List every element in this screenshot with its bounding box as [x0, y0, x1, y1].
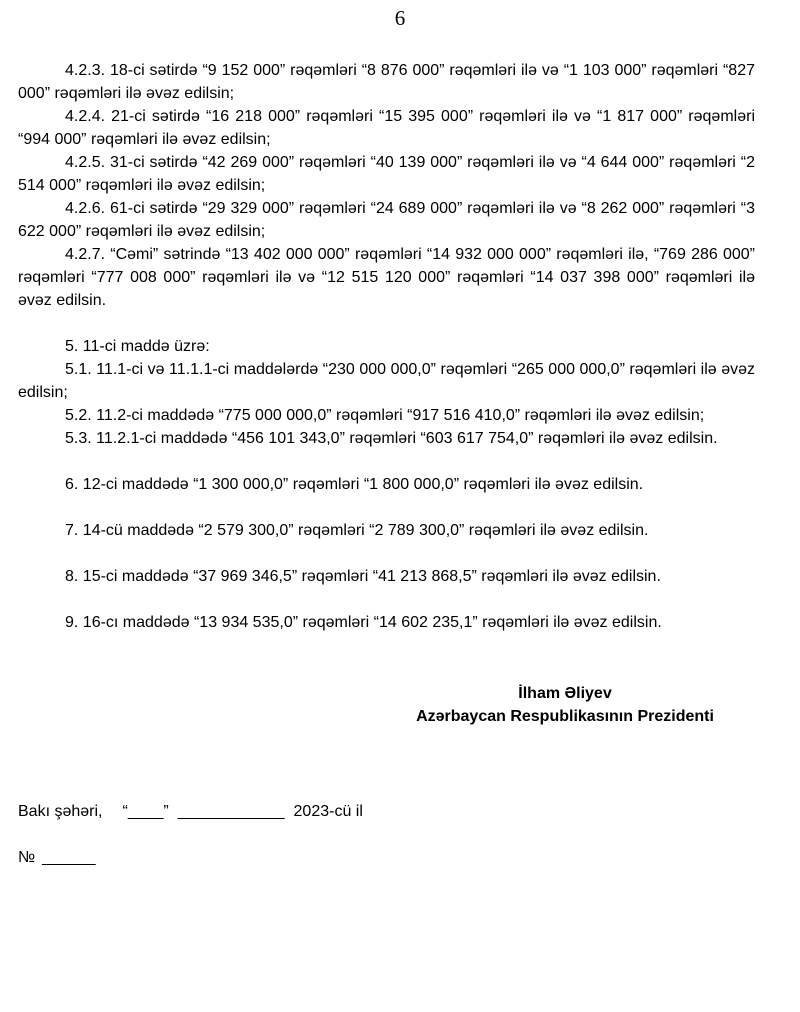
city-label: Bakı şəhəri, [18, 803, 103, 820]
number-line [18, 846, 755, 869]
number-blank: ______ [42, 849, 96, 866]
decree-paragraph-4-2-4: 4.2.4. 21-ci sətirdə “16 218 000” rəqəmləri “15 395 000” rəqəmləri ilə və “1 817 000” rəqəmləri “994 000” rəqəmləri ilə əvəz edilsin; [18, 108, 755, 148]
signature-block [375, 682, 755, 728]
day-blank: “____” [122, 803, 169, 820]
signatory-name: İlham Əliyev [518, 685, 612, 702]
decree-paragraph-7: 7. 14-cü maddədə “2 579 300,0” rəqəmləri “2 789 300,0” rəqəmləri ilə əvəz edilsin. [65, 522, 649, 539]
decree-paragraph-5-2: 5.2. 11.2-ci maddədə “775 000 000,0” rəqəmləri “917 516 410,0” rəqəmləri ilə əvəz edilsin; [65, 407, 705, 424]
decree-paragraph-5-3: 5.3. 11.2.1-ci maddədə “456 101 343,0” rəqəmləri “603 617 754,0” rəqəmləri ilə əvəz edilsin. [65, 430, 718, 447]
year-label: 2023-cü il [293, 803, 363, 820]
decree-paragraph-5-1: 5.1. 11.1-ci və 11.1.1-ci maddələrdə “230 000 000,0” rəqəmləri “265 000 000,0” rəqəmləri ilə əvəz edilsin; [18, 361, 755, 401]
decree-paragraph-4-2-3: 4.2.3. 18-ci sətirdə “9 152 000” rəqəmləri “8 876 000” rəqəmləri ilə və “1 103 000” rəqəmləri “827 000” rəqəmləri ilə əvəz edilsin; [18, 62, 755, 102]
decree-paragraph-9: 9. 16-cı maddədə “13 934 535,0” rəqəmləri “14 602 235,1” rəqəmləri ilə əvəz edilsin. [65, 614, 662, 631]
decree-heading-5: 5. 11-ci maddə üzrə: [65, 338, 210, 355]
signatory-title: Azərbaycan Respublikasının Prezidenti [416, 708, 714, 725]
decree-paragraph-4-2-5: 4.2.5. 31-ci sətirdə “42 269 000” rəqəmləri “40 139 000” rəqəmləri ilə və “4 644 000” rəqəmləri “2 514 000” rəqəmləri ilə əvəz edilsin; [18, 154, 755, 194]
decree-paragraph-4-2-6: 4.2.6. 61-ci sətirdə “29 329 000” rəqəmləri “24 689 000” rəqəmləri ilə və “8 262 000” rəqəmləri “3 622 000” rəqəmləri ilə əvəz edilsin; [18, 200, 755, 240]
decree-paragraph-8: 8. 15-ci maddədə “37 969 346,5” rəqəmləri “41 213 868,5” rəqəmləri ilə əvəz edilsin. [65, 568, 661, 585]
decree-paragraph-6: 6. 12-ci maddədə “1 300 000,0” rəqəmləri “1 800 000,0” rəqəmləri ilə əvəz edilsin. [65, 476, 644, 493]
month-blank: ____________ [177, 803, 285, 820]
decree-paragraph-4-2-7: 4.2.7. “Cəmi” sətrində “13 402 000 000” rəqəmləri “14 932 000 000” rəqəmləri ilə, “769 286 000” rəqəmləri “777 008 000” rəqəmləri ilə və “12 515 120 000” rəqəmləri “14 037 398 000” rəqəmləri ilə əvəz edilsin. [18, 246, 755, 309]
page-number: 6 [394, 6, 406, 30]
document-body [18, 59, 755, 869]
date-line [18, 800, 755, 823]
number-symbol: № [18, 849, 36, 866]
